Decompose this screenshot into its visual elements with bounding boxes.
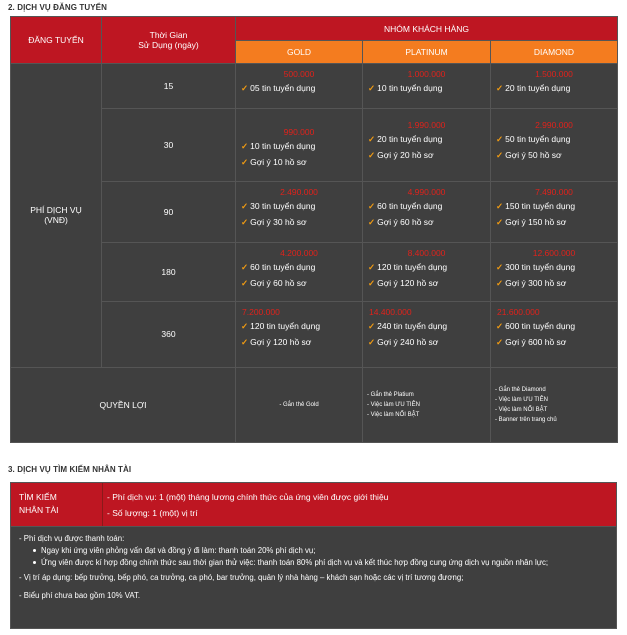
talent-search-header [10, 482, 617, 527]
feature: ✓ 120 tin tuyển dụng [241, 321, 321, 332]
platinum-cell [363, 302, 491, 367]
feature: ✓ 30 tin tuyển dụng [241, 200, 316, 211]
payment-heading: - Phí dịch vụ được thanh toán: [19, 534, 125, 543]
check-icon: ✓ [496, 216, 504, 227]
header-thoi-gian [102, 17, 236, 64]
benefit-item: - Việc làm ƯU TIÊN [495, 396, 548, 403]
check-icon: ✓ [241, 157, 249, 168]
check-icon: ✓ [368, 278, 376, 289]
check-icon: ✓ [241, 141, 249, 152]
check-icon: ✓ [496, 150, 504, 161]
talent-search-label [11, 483, 103, 526]
gold-cell [236, 64, 363, 109]
check-icon: ✓ [496, 134, 504, 145]
platinum-cell [363, 109, 491, 181]
section2-title: 2. DỊCH VỤ ĐĂNG TUYỂN [8, 3, 107, 12]
benefit-item: - Banner trên trang chủ [495, 416, 557, 423]
gold-benefits [236, 367, 363, 442]
gold-cell [236, 302, 363, 367]
talent-label-line1: TÌM KIẾM [19, 492, 57, 502]
benefit-item: - Việc làm NỔI BẬT [367, 411, 420, 418]
price: 4.990.000 [407, 186, 446, 197]
platinum-cell [363, 243, 491, 302]
feature: ✓ Gợi ý 120 hồ sơ [368, 278, 439, 289]
talent-search-info [103, 483, 388, 526]
feature: ✓ Gợi ý 50 hồ sơ [496, 150, 562, 161]
feature: ✓ 60 tin tuyển dụng [368, 200, 443, 211]
header-thoi-gian-line1: Thời Gian [149, 30, 188, 41]
benefits-label: QUYỀN LỢI [11, 367, 236, 442]
days-cell: 30 [102, 109, 236, 181]
check-icon: ✓ [368, 150, 376, 161]
platinum-cell [363, 181, 491, 242]
benefit-item: - Gắn thẻ Platium [367, 391, 414, 398]
feature: ✓ 600 tin tuyển dụng [496, 321, 576, 332]
diamond-cell [491, 64, 618, 109]
feature: ✓ 60 tin tuyển dụng [241, 262, 316, 273]
talent-label-line2: NHÂN TÀI [19, 505, 59, 515]
fee-line: - Phí dịch vụ: 1 (một) tháng lương chính thức của ứng viên được giới thiệu [107, 492, 389, 502]
price: 12.600.000 [532, 248, 576, 259]
vat-line: - Biểu phí chưa bao gồm 10% VAT. [19, 591, 141, 600]
price: 1.990.000 [407, 120, 446, 131]
gold-cell [236, 109, 363, 181]
row-label-line1: PHÍ DỊCH VỤ [30, 205, 82, 216]
diamond-cell [491, 109, 618, 181]
gold-cell [236, 243, 363, 302]
days-cell: 90 [102, 181, 236, 242]
price: 21.600.000 [497, 307, 540, 318]
feature: ✓ Gợi ý 10 hồ sơ [241, 157, 307, 168]
row-label-phi-dich-vu [11, 64, 102, 367]
feature: ✓ 10 tin tuyển dụng [368, 83, 443, 94]
gold-cell [236, 181, 363, 242]
check-icon: ✓ [368, 216, 376, 227]
check-icon: ✓ [241, 200, 249, 211]
check-icon: ✓ [241, 262, 249, 273]
check-icon: ✓ [368, 262, 376, 273]
check-icon: ✓ [496, 262, 504, 273]
bullet-icon [33, 549, 36, 552]
feature: ✓ Gợi ý 30 hồ sơ [241, 216, 307, 227]
benefit-item: - Gắn thẻ Gold [279, 401, 319, 408]
header-nhom-khach-hang: NHÓM KHÁCH HÀNG [236, 17, 618, 41]
talent-search-box [10, 482, 617, 629]
benefit-item: - Việc làm NỔI BẬT [495, 406, 548, 413]
check-icon: ✓ [368, 134, 376, 145]
price: 7.200.000 [242, 307, 280, 318]
price: 500.000 [283, 69, 315, 80]
feature: ✓ Gợi ý 150 hồ sơ [496, 216, 567, 227]
check-icon: ✓ [368, 337, 376, 348]
check-icon: ✓ [241, 216, 249, 227]
price: 4.200.000 [280, 248, 318, 259]
check-icon: ✓ [368, 321, 376, 332]
feature: ✓ 300 tin tuyển dụng [496, 262, 576, 273]
bullet-item: Ngay khi ứng viên phỏng vấn đạt và đồng ý đi làm: thanh toán 20% phí dịch vụ; [19, 545, 608, 557]
platinum-benefits [363, 367, 491, 442]
tier-diamond: DIAMOND [491, 41, 618, 64]
price: 990.000 [283, 127, 315, 138]
pricing-table [10, 16, 618, 443]
price: 14.400.000 [369, 307, 412, 318]
header-dang-tuyen: ĐĂNG TUYỂN [11, 17, 102, 64]
feature: ✓ 240 tin tuyển dụng [368, 321, 448, 332]
feature: ✓ 150 tin tuyển dụng [496, 200, 576, 211]
price: 8.400.000 [407, 248, 446, 259]
talent-search-notes [10, 527, 617, 629]
tier-platinum: PLATINUM [363, 41, 491, 64]
feature: ✓ 50 tin tuyển dụng [496, 134, 571, 145]
feature: ✓ 120 tin tuyển dụng [368, 262, 448, 273]
price: 1.000.000 [407, 69, 446, 80]
check-icon: ✓ [496, 337, 504, 348]
diamond-cell [491, 181, 618, 242]
diamond-cell [491, 302, 618, 367]
check-icon: ✓ [368, 200, 376, 211]
feature: ✓ Gợi ý 60 hồ sơ [368, 216, 434, 227]
diamond-cell [491, 243, 618, 302]
position-line: - Vị trí áp dụng: bếp trưởng, bếp phó, ca trưởng, ca phó, bar trưởng, quản lý nhà hàng – khách sạn hoặc các vị trí tương đương; [19, 573, 464, 582]
check-icon: ✓ [241, 83, 249, 94]
feature: ✓ Gợi ý 20 hồ sơ [368, 150, 434, 161]
check-icon: ✓ [496, 83, 504, 94]
quantity-line: - Số lượng: 1 (một) vị trí [107, 508, 198, 518]
bullet-item: Ứng viên được kí hợp đồng chính thức sau thời gian thử việc: thanh toán 80% phí dịch vụ và kết thúc hợp đồng cung ứng dịch vụ nguồn nhân lực; [19, 557, 608, 569]
check-icon: ✓ [241, 321, 249, 332]
check-icon: ✓ [496, 200, 504, 211]
check-icon: ✓ [368, 83, 376, 94]
price: 1.500.000 [535, 69, 573, 80]
feature: ✓ 20 tin tuyển dụng [368, 134, 443, 145]
feature: ✓ Gợi ý 60 hồ sơ [241, 278, 307, 289]
days-cell: 180 [102, 243, 236, 302]
benefit-item: - Gắn thẻ Diamond [495, 386, 546, 393]
feature: ✓ 05 tin tuyển dụng [241, 83, 316, 94]
feature: ✓ Gợi ý 120 hồ sơ [241, 337, 312, 348]
feature: ✓ 20 tin tuyển dụng [496, 83, 571, 94]
feature: ✓ 10 tin tuyển dụng [241, 141, 316, 152]
feature: ✓ Gợi ý 300 hồ sơ [496, 278, 567, 289]
bullet-icon [33, 561, 36, 564]
diamond-benefits [491, 367, 618, 442]
section3-title: 3. DỊCH VỤ TÌM KIẾM NHÂN TÀI [8, 465, 132, 474]
check-icon: ✓ [496, 321, 504, 332]
row-label-line2: (VNĐ) [44, 215, 68, 226]
platinum-cell [363, 64, 491, 109]
price: 2.990.000 [535, 120, 573, 131]
benefit-item: - Việc làm ƯU TIÊN [367, 401, 420, 408]
check-icon: ✓ [496, 278, 504, 289]
days-cell: 15 [102, 64, 236, 109]
price: 2.490.000 [280, 186, 318, 197]
header-thoi-gian-line2: Sử Dụng (ngày) [138, 40, 199, 51]
days-cell: 360 [102, 302, 236, 367]
price: 7.490.000 [535, 186, 573, 197]
check-icon: ✓ [241, 278, 249, 289]
feature: ✓ Gợi ý 240 hồ sơ [368, 337, 439, 348]
check-icon: ✓ [241, 337, 249, 348]
tier-gold: GOLD [236, 41, 363, 64]
feature: ✓ Gợi ý 600 hồ sơ [496, 337, 567, 348]
